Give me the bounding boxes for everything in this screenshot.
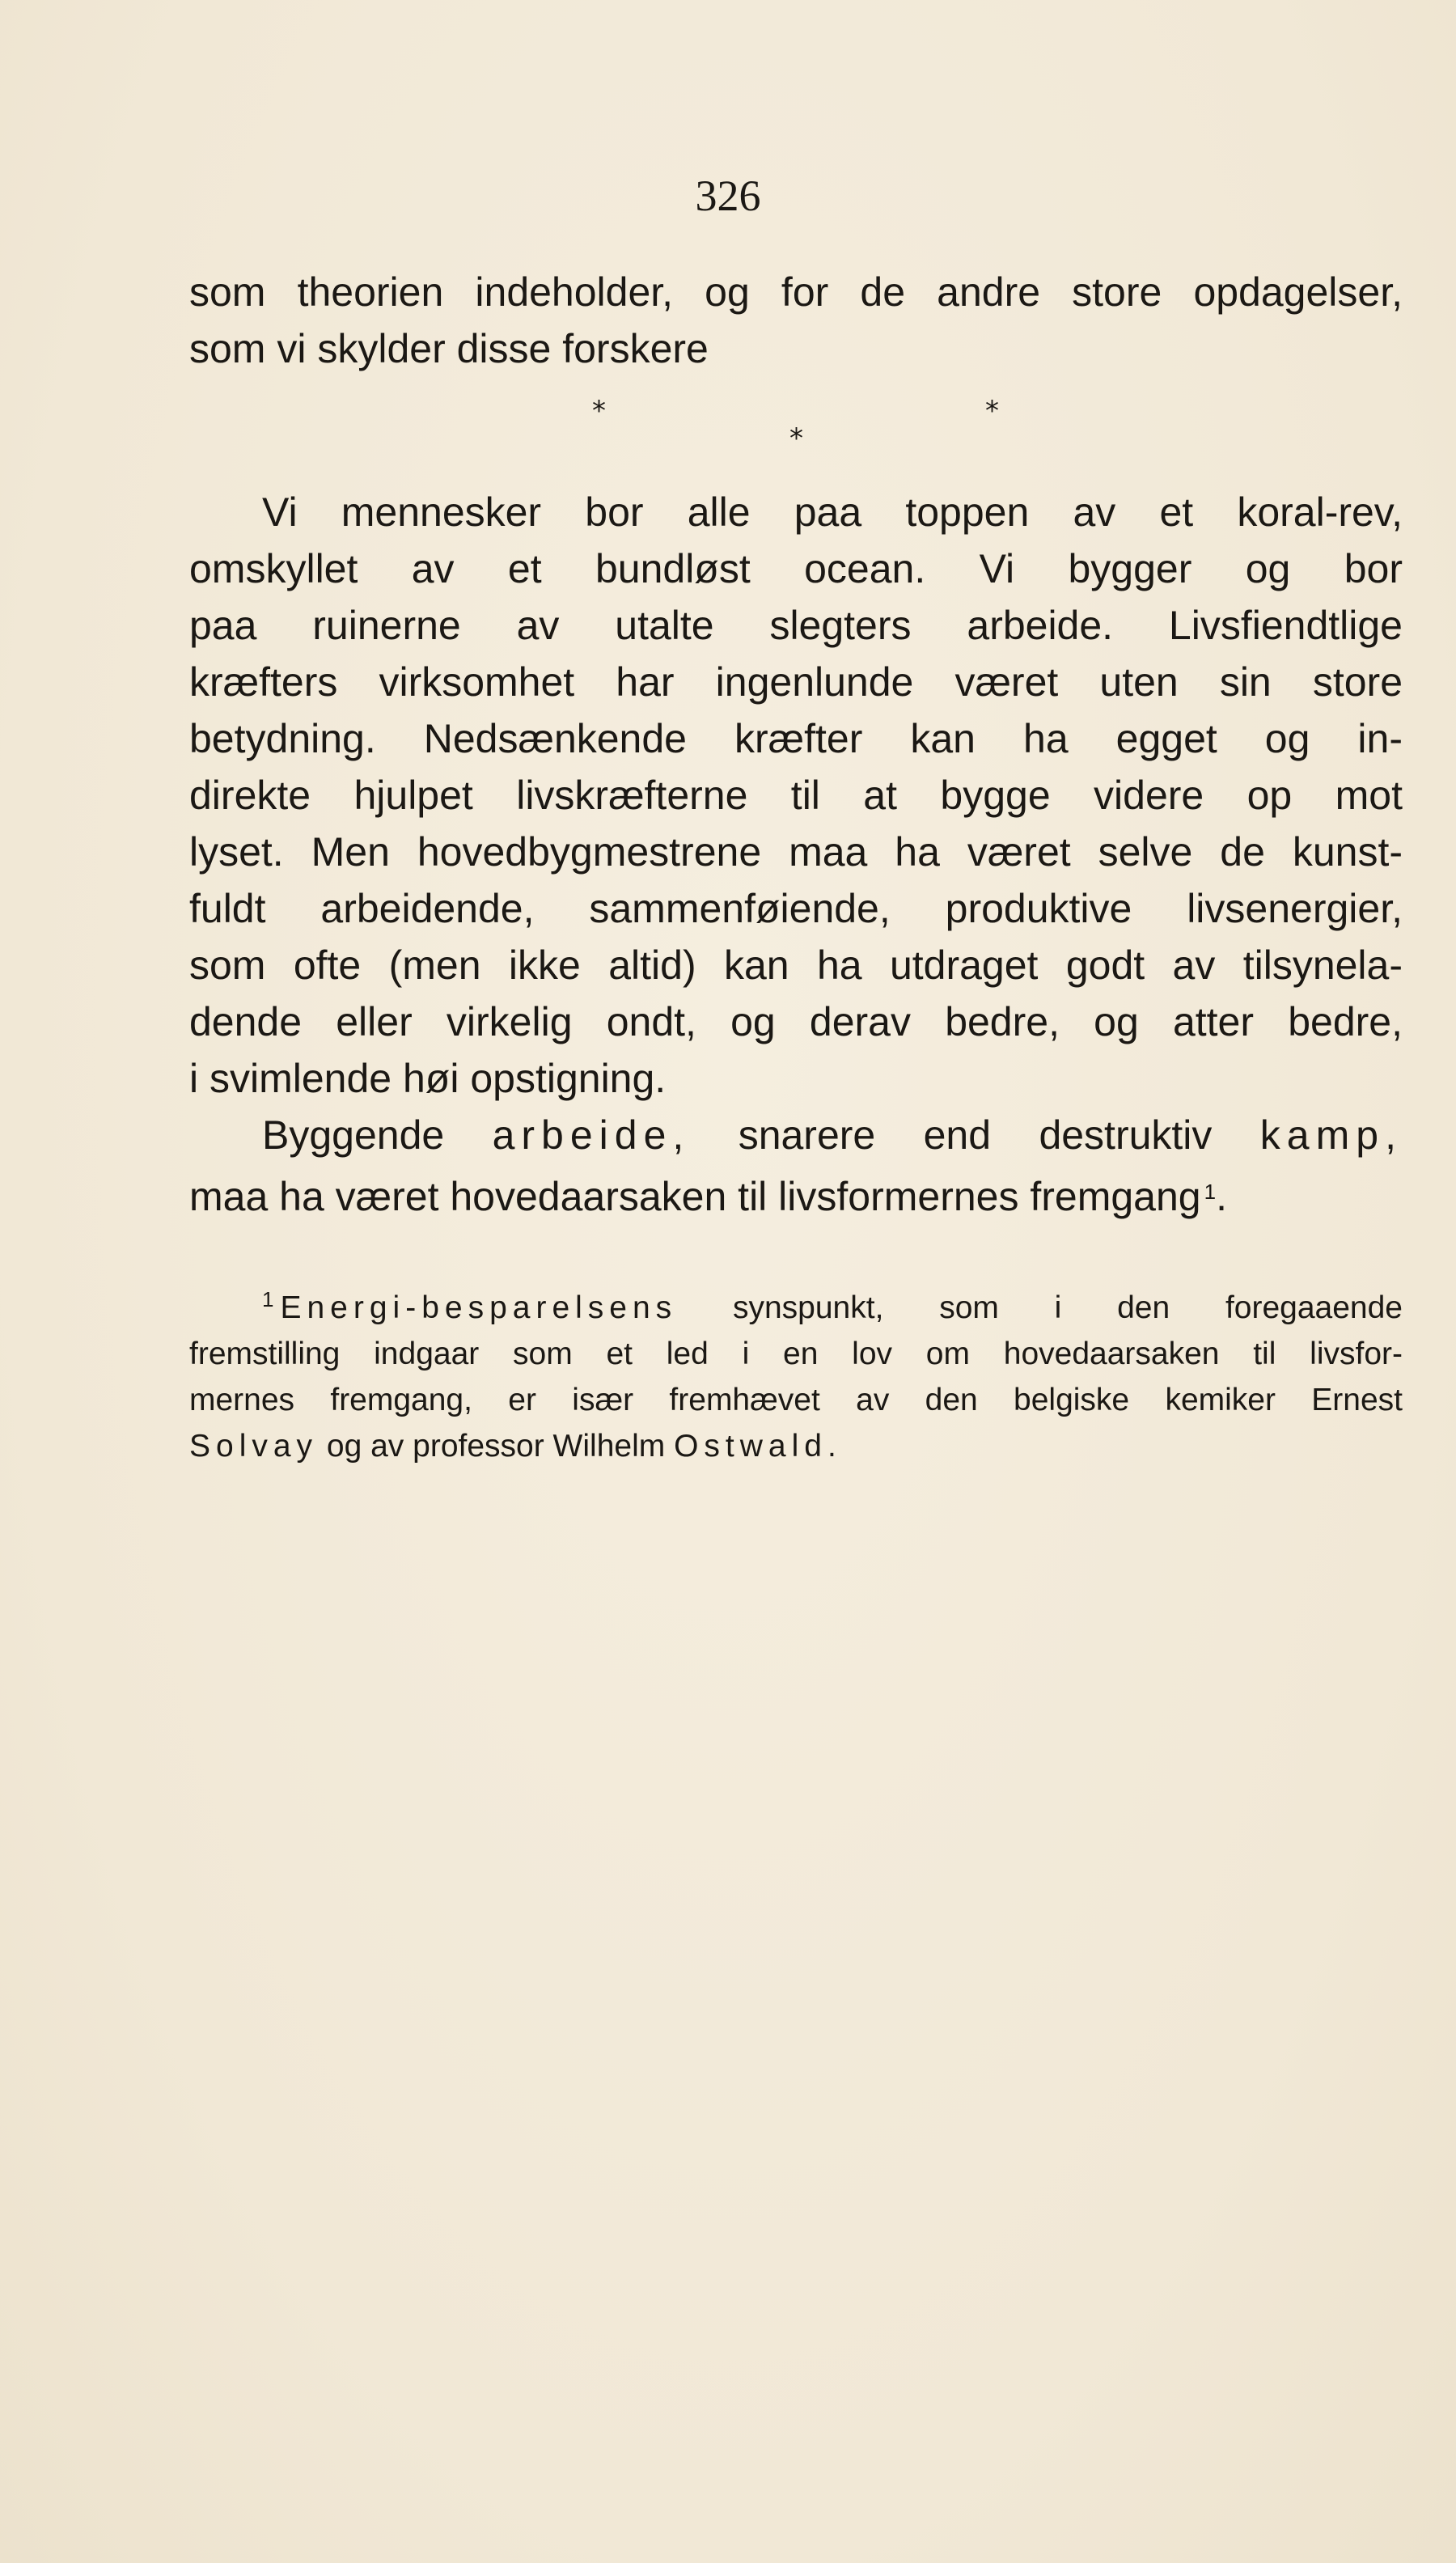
word: snarere [738, 1112, 876, 1158]
text-line: fuldt arbeidende, sammenføiende, produktive livsenergier, [189, 886, 1403, 931]
text-line: lyset. Men hovedbygmestrene maa ha været selve de kunst- [189, 829, 1403, 875]
footnote-line: fremstilling indgaar som et led i en lov om hovedaarsaken til livsfor- [189, 1337, 1403, 1371]
text-line: som ofte (men ikke altid) kan ha utdraget godt av tilsynela- [189, 943, 1403, 988]
word: destruktiv [1039, 1112, 1213, 1158]
text-line: omskyllet av et bundløst ocean. Vi bygger og bor [189, 546, 1403, 591]
text-line: betydning. Nedsænkende kræfter kan ha egget og in- [189, 716, 1403, 761]
text-line [189, 1107, 1403, 1163]
text-line: direkte hjulpet livskræfterne til at bygge videre op mot [189, 773, 1403, 818]
footnote [189, 1277, 1403, 1469]
separator-star: * [592, 395, 606, 427]
line-text: maa ha været hovedaarsaken til livsformernes fremgang [189, 1174, 1201, 1219]
footnote-marker: 1 [262, 1287, 274, 1311]
paragraph-2 [189, 1107, 1403, 1225]
word: Byggende [262, 1112, 445, 1158]
text-line: som theorien indeholder, og for de andre store opdagelser, [189, 269, 1403, 315]
emphasized-word: arbeide, [492, 1112, 691, 1158]
emphasized-word: kamp, [1259, 1112, 1403, 1158]
word: end [923, 1112, 992, 1158]
line-end: . [827, 1429, 836, 1464]
text-line: paa ruinerne av utalte slegters arbeide. Livsfiendtlige [189, 603, 1403, 648]
carryover-text [189, 264, 1403, 377]
footnote-line [189, 1277, 1403, 1331]
text-line: som vi skylder disse forskere [189, 326, 709, 371]
section-separator [0, 395, 1456, 460]
footnote-text: og av professor Wilhelm [326, 1429, 666, 1464]
emphasized-word: Ostwald [674, 1429, 827, 1464]
text-line: i svimlende høi opstigning. [189, 1056, 667, 1101]
line-end: . [1216, 1174, 1227, 1219]
paragraph-1 [189, 484, 1403, 1107]
text-line [189, 1163, 1403, 1225]
emphasized-word: Solvay [189, 1429, 319, 1464]
separator-star: * [985, 395, 999, 427]
footnote-reference: 1 [1204, 1180, 1217, 1204]
emphasized-word: Energi-besparelsens [280, 1290, 678, 1325]
footnote-line [189, 1423, 1403, 1469]
text-line: Vi mennesker bor alle paa toppen av et koral-rev, [262, 489, 1403, 535]
separator-star: * [789, 422, 803, 455]
text-line: dende eller virkelig ondt, og derav bedre, og atter bedre, [189, 999, 1403, 1044]
footnote-text: synspunkt, som i den foregaaende [732, 1290, 1403, 1325]
footnote-line: mernes fremgang, er især fremhævet av den belgiske kemiker Ernest [189, 1383, 1403, 1417]
page-number: 326 [695, 172, 761, 220]
text-line: kræfters virksomhet har ingenlunde været uten sin store [189, 659, 1403, 705]
